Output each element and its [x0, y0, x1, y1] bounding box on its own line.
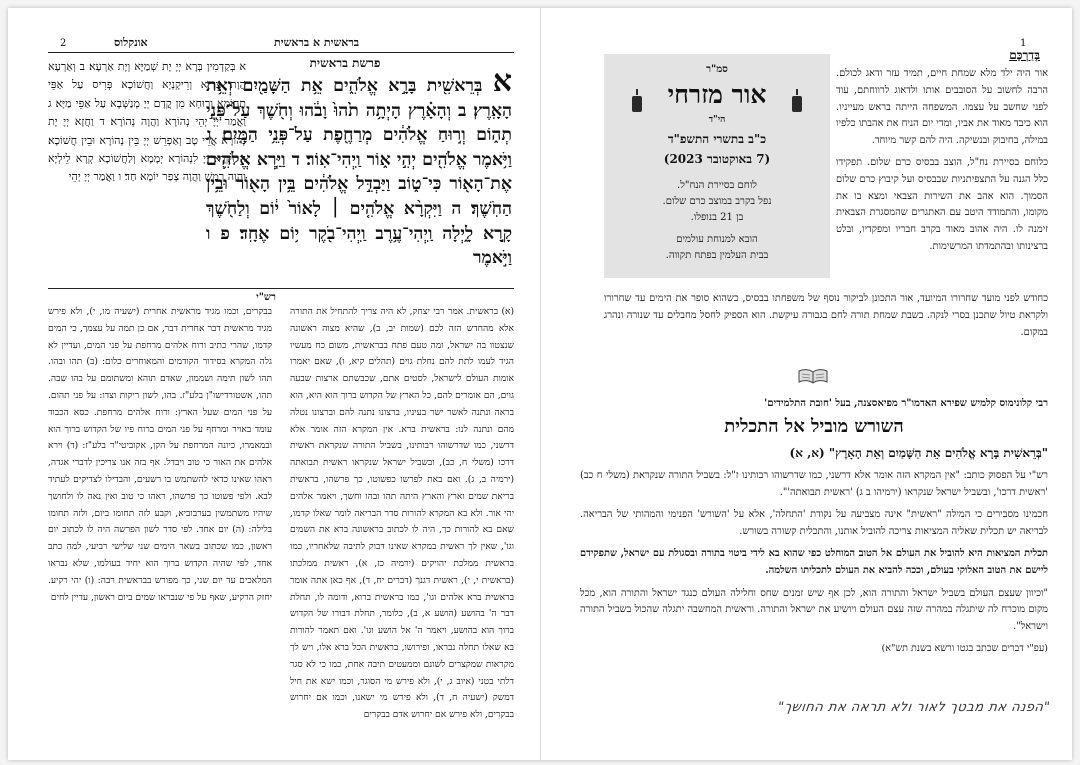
article-body	[580, 468, 1048, 658]
biography-paragraph: אור היה ילד מלא שמחת חיים, תמיד עזר ודאג לכולם. הרבה לחשוב על הסובבים אותו ולדאוג לרווחתם, עוד לפני שחשב על עצמו. המשפחה הייתה בראש מעייניו. הוא כיבד מאוד את אביו, ומדי יום הניח את אהבתו כלפיו במילה, בחיבוק ובנשיקה. היה להם קשר מיוחד.	[836, 68, 1048, 147]
biography-continuation: כחודש לפני מועד שחרורו המיועד, אור התכונן לביקור נוסף של משפחתו בבסיס, כשהוא סופר את הימים עד שחרורו ולקראת טיול שתכנן בסרי לנקה. בשבת שמחת תורה לחם בגבורה עיקשת. הוא הספיק לחסל מחבלים עד שנורה ונהרג במקום.	[604, 293, 1048, 338]
article-verse: "בְּרֵאשִׁית בָּרָא אֱלֹהִים אֵת הַשָּׁמַיִם וְאֵת הָאָרֶץ" (א, א)	[789, 446, 1048, 460]
book-spread	[8, 8, 1072, 760]
right-page	[540, 8, 1072, 760]
torah-verses: בְּרֵאשִׁ֖ית בָּרָ֣א אֱלֹהִ֑ים אֵ֥ת הַשָּׁמַ֖יִם וְאֵ֥ת הָאָֽרֶץ׃ ב וְהָאָ֗רֶץ הָיְתָ֥ה תֹ֙הוּ֙ וָבֹ֔הוּ וְחֹ֖שֶׁךְ עַל־פְּנֵ֣י תְה֑וֹם וְר֣וּחַ אֱלֹהִ֔ים מְרַחֶ֖פֶת עַל־פְּנֵ֥י הַמָּֽיִם׃ ג וַיֹּ֥אמֶר אֱלֹהִ֖ים יְהִ֣י א֑וֹר וַֽיְהִי־אֽוֹר׃ ד וַיַּ֧רְא אֱלֹהִ֛ים אֶת־הָא֖וֹר כִּי־ט֑וֹב וַיַּבְדֵּ֣ל אֱלֹהִ֔ים בֵּ֥ין הָא֖וֹר וּבֵ֥ין הַחֹֽשֶׁךְ׃ ה וַיִּקְרָ֨א אֱלֹהִ֤ים ׀ לָאוֹר֙ י֔וֹם וְלַחֹ֖שֶׁךְ קָ֣רָא לָ֑יְלָה וַֽיְהִי־עֶ֥רֶב וַֽיְהִי־בֹ֖קֶר י֥וֹם אֶחָֽד׃ פ ו וַיֹּ֣אמֶר	[206, 76, 512, 269]
memorial-date-gregorian: (7 באוקטובר 2023)	[663, 152, 771, 166]
memorial-rank: סמ"ר	[706, 64, 728, 75]
rashi-rule	[48, 288, 514, 289]
memorial-unit: לוחם בסיירת הנח"ל.	[677, 180, 757, 191]
header-rule	[48, 52, 514, 53]
memorial-box	[604, 54, 830, 278]
article-author: רבי קלונימוס קלמיש שפירא האדמו"ר מפיאסצנה, בעל 'חובת התלמידים'	[764, 398, 1048, 409]
biography-paragraph: כלוחם בסיירת נח"ל, הוצב בבסיס כרם שלום. תפקידו כלל הגנה על התצפיתניות שבבסיס ועל קיבוץ כרם שלום הסמוך. הוא אהב את השירות הצבאי ומצא בו את מקומו, והתמודד היטב עם האתגרים שהמסגרת הצבאית זימנה לו. היה אהוב מאוד בקרב חבריו ומפקדיו, ובלט ברצינותו ובהתמדתו המרשימות.	[836, 156, 1048, 252]
biography-text	[836, 66, 1048, 261]
rashi-label: רש"י	[256, 292, 276, 303]
section-title: בְּדַרְכָּם	[1009, 48, 1040, 62]
memorial-burial: בבית העלמין בפתח תקווה.	[665, 250, 769, 261]
article-title: השורש מוביל אל התכלית	[724, 416, 904, 437]
initial-letter: א	[492, 64, 512, 99]
torah-text	[206, 64, 512, 271]
memorial-fell: נפל בקרב במוצב כרם שלום.	[662, 196, 772, 207]
handwritten-quote: "הפנה את מבטך לאור ולא תראה את החושך"	[776, 700, 1052, 715]
article-quote: "וכיוון שעצם העולם בשביל ישראל והתורה הוא, לכן אף שיש זמנים שחס וחלילה העולם כנגד ישראל והתורה הוא, מכל מקום מוכרח לה שיתגלה במהרה שזה עצם העולם ויושיע את ישראל והתורה. וראשית המחשבה יתגלה שהכול בשביל התורה וישראל".	[580, 587, 1048, 632]
memorial-date-hebrew: כ"ב בתשרי התשפ"ד	[667, 132, 767, 146]
memorial-name: אור מזרחי	[667, 80, 767, 109]
open-book-icon	[798, 368, 828, 384]
article-paragraph: רש"י על הפסוק כותב: "אין המקרא הזה אומר אלא דרשני, כמו שדרשוהו רבותינו ז"ל: בשביל התורה שנקראת (משלי ח כב) 'ראשית דרכו', ובשביל ישראל שנקראו (ירמיהו ב ג) 'ראשית תבואתה'".	[580, 470, 1048, 498]
memorial-suffix: הי"ד	[708, 115, 726, 125]
onkelos-text: א בְּקַדְמִין בְּרָא יְיָ יָת שְׁמַיָּא וְיָת אַרְעָא׃ ב וְאַרְעָא הֲוָת צַדְיָא וְרֵיקָנְיָא וַחֲשׁוֹכָא פְּרִיס עַל אַפֵּי תְהוֹמָא וְרוּחָא מִן קֳדָם יְיָ מְנַשְּׁבָא עַל אַפֵּי מַיָּא׃ ג וַאֲמַר יְיָ יְהֵי נְהוֹרָא וַהֲוָה נְהוֹרָא׃ ד וַחֲזָא יְיָ יָת נְהוֹרָא אֲרֵי טָב וְאַפְרֵשׁ יְיָ בֵּין נְהוֹרָא וּבֵין חֲשׁוֹכָא׃ ה וּקְרָא יְיָ לִנְהוֹרָא יְמָמָא וְלַחֲשׁוֹכָא קְרָא לֵילְיָא וַהֲוָה רְמַשׁ וַהֲוָה צְפַר יוֹמָא חַד׃ ו וַאֲמַר יְיָ יְהֵי	[48, 60, 246, 184]
memorial-burial: הובא למנוחת עולמים	[676, 234, 758, 245]
left-page	[8, 8, 541, 760]
rashi-column-left: בבקרים, וכמו מגיד מראשית אחרית (ישעיה מו, י), ולא פירש מגיד מראשית דבר אחרית דבר, אם כן תמה על עצמך, כי המים קדמו, שהרי כתיב ורוח אלהים מרחפת על פני המים, ועדיין לא גלה המקרא בסידור הקודמים והמאוחרים כלום: (ב) תהו ובהו. תהו לשון תימה ושממון, שאדם תוהא ומשתומם על בהו שבה. תהו, אשטורדישו"ן בלע"ז. בהו, לשון ריקות וצדו: על פני תהום. על פני המים שעל הארץ: ורוח אלהים מרחפת. כסא הכבוד עומד באויר ומרחף על פני המים ברוח פיו של הקדוש ברוך הוא ובמאמרו, כיונה המרחפת על הקן, אקוביטי"ר בלע"ז: (ד) וירא אלהים את האור כי טוב ויבדל. אף בזה אנו צריכין לדברי אגדה, ראהו שאינו כדאי להשתמש בו רשעים, והבדילו לצדיקים לעתיד לבא. ולפי פשוטו כך פרשהו, ראהו כי טוב ואין נאה לו ולחושך שיהיו משתמשין בערבוביא, וקבע לזה תחומו ביום, ולזה תחומו בלילה: (ה) יום אחד. לפי סדר לשון הפרשה היה לו לכתוב יום ראשון, כמו שכתוב בשאר הימים שני שלישי רביעי, למה כתב אחד, לפי שהיה הקדוש ברוך הוא יחיד בעולמו, שלא נבראו המלאכים עד יום שני, כך מפורש בבראשית רבה: (ו) יהי רקיע. יחזק הרקיע, שאף על פי שנבראו שמים ביום ראשון, עדיין לחים	[48, 307, 272, 603]
article-paragraph: תכלית המציאות היא להוביל את העולם אל הטוב המוחלט כפי שהוא בא לידי ביטוי בתורה ובסגולת עם ישראל, שתפקידם ליישם את הטוב האלוקי בעולם, וככה להביא את העולם לתכליתו השלמה.	[580, 548, 1048, 576]
article-paragraph: חכמינו מסבירים כי המילה "ראשית" אינה מצביעה על נקודת 'התחלה', אלא על 'השורש' הפנימי והמהותי של הבריאה. לבריאה יש תכלית שאליה המציאות צריכה להוביל אותנו, והתכלית קשורה בשורש.	[580, 509, 1048, 537]
rashi-column-right: (א) בראשית. אמר רבי יצחק, לא היה צריך להתחיל את התורה אלא מהחדש הזה לכם (שמות יב, ב), שהיא מצוה ראשונה שנצטוו בה ישראל, ומה טעם פתח בבראשית, משום כח מעשיו הגיד לעמו לתת להם נחלת גוים (תהלים קיא, ו), שאם יאמרו אומות העולם לישראל, לסטים אתם, שכבשתם ארצות שבעה גוים, הם אומרים להם, כל הארץ של הקדוש ברוך הוא היא, הוא בראה ונתנה לאשר ישר בעיניו, ברצונו נתנה להם וברצונו נטלה מהם ונתנה לנו: בראשית ברא. אין המקרא הזה אומר אלא דרשני, כמו שדרשוהו רבותינו, בשביל התורה שנקראת ראשית דרכו (משלי ח, כב), ובשביל ישראל שנקראו ראשית תבואתה (ירמיה ב, ג). ואם באת לפרשו כפשוטו, כך פרשהו, בראשית בריאת שמים וארץ והארץ היתה תהו ובהו וחשך, ויאמר אלהים יהי אור. ולא בא המקרא להורות סדר הבריאה לומר שאלו קדמו, שאם בא להורות כך, היה לו לכתוב בראשונה ברא את השמים וגו', שאין לך ראשית במקרא שאינו דבוק לתיבה שלאחריו, כמו בראשית ממלכת יהויקים (ירמיה כז, א), ראשית ממלכתו (בראשית י, י), ראשית דגנך (דברים יח, ד), אף כאן אתה אומר בראשית ברא אלהים וגו', כמו בראשית ברוא, ודומה לו, תחלת דבר ה' בהושע (הושע א, ב), כלומר, תחלת דבורו של הקדוש ברוך הוא בהושע, ויאמר ה' אל הושע וגו'. ואם תאמר להורות בא שאלו תחלה נבראו, ופירושו, בראשית הכל ברא אלו, ויש לך מקראות שמקצרים לשונם וממעטים תיבה אחת, כמו כי לא סגר דלתי בטני (איוב ג, י), ולא פירש מי הסוגר, וכמו ישא את חיל דמשק (ישעיה ח, ד), ולא פירש מי ישאנו, וכמו אם יחרוש בבקרים, ולא פירש אם יחרוש אדם בבקרים	[290, 307, 514, 721]
running-head-book: בראשית א בראשית	[274, 36, 360, 49]
parsha-title: פרשת בראשית	[309, 56, 381, 70]
memorial-age: בן 21 בנופלו.	[690, 212, 744, 223]
page-number: 2	[60, 38, 67, 49]
running-head-onkelos: אונקלוס	[114, 36, 148, 49]
page-number: 1	[1020, 38, 1027, 49]
article-source: (עפ"י דברים שכתב בגטו ורשא בשנת תש"א)	[881, 643, 1048, 655]
